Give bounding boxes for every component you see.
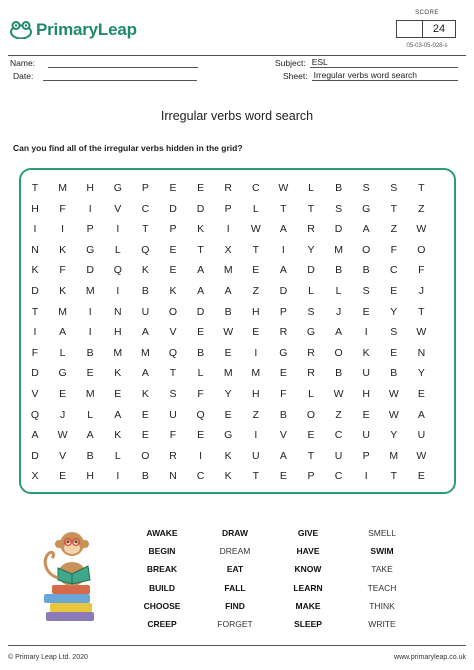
grid-letter[interactable]: I [88,305,92,318]
grid-letter[interactable]: D [196,202,205,215]
grid-letter[interactable]: E [141,429,149,442]
grid-letter[interactable]: N [169,470,177,483]
grid-letter[interactable]: E [197,326,205,339]
grid-letter[interactable]: X [31,470,39,483]
grid-letter[interactable]: D [334,223,343,236]
grid-letter[interactable]: B [335,367,343,380]
grid-letter[interactable]: S [169,388,177,400]
grid-letter[interactable]: T [142,223,149,236]
grid-letter[interactable]: A [279,264,287,277]
grid-letter[interactable]: E [279,367,287,380]
grid-letter[interactable]: A [362,223,370,236]
grid-letter[interactable]: T [280,202,287,215]
grid-letter[interactable]: E [417,470,425,483]
grid-letter[interactable]: D [196,305,205,318]
grid-letter[interactable]: Z [252,285,259,297]
grid-letter[interactable]: U [417,429,426,442]
grid-letter[interactable]: H [114,326,122,339]
grid-letter[interactable]: Q [196,408,205,421]
grid-letter[interactable]: L [252,202,259,215]
grid-letter[interactable]: E [59,388,67,400]
grid-letter[interactable]: Y [417,367,425,380]
grid-letter[interactable]: A [279,449,287,462]
grid-letter[interactable]: D [31,367,39,380]
grid-letter[interactable]: A [114,408,122,421]
grid-letter[interactable]: S [362,182,370,194]
score-label: SCORE [415,10,439,16]
copyright-text: © Primary Leap Ltd. 2020 [8,654,88,661]
grid-letter[interactable]: B [197,346,205,359]
grid-letter[interactable]: R [307,346,315,359]
grid-letter[interactable]: K [59,243,67,256]
grid-letter[interactable]: A [417,408,425,421]
name-field[interactable] [48,58,198,68]
grid-letter[interactable]: A [86,429,94,442]
grid-letter[interactable]: D [307,264,315,277]
grid-letter[interactable]: M [223,264,233,277]
grid-letter[interactable]: O [417,243,426,256]
grid-letter[interactable]: T [418,305,425,318]
word-list-item: FIND [225,600,245,611]
grid-letter[interactable]: Y [307,243,315,256]
grid-letter[interactable]: M [113,346,123,359]
monkey-reading-illustration [32,522,114,624]
word-list-item: AWAKE [146,528,178,538]
grid-letter[interactable]: O [168,305,178,318]
grid-letter[interactable]: V [169,326,177,339]
date-label: Date: [13,71,34,81]
score-value: 24 [422,20,456,38]
grid-letter[interactable]: D [31,285,39,297]
footer-divider [8,645,466,646]
grid-letter[interactable]: K [141,264,149,277]
grid-letter[interactable]: E [114,388,122,400]
grid-letter[interactable]: Q [141,243,150,256]
word-list-item: SLEEP [294,619,322,629]
grid-letter[interactable]: E [59,470,67,483]
grid-letter[interactable]: L [308,285,314,297]
word-list-item: MAKE [295,600,321,611]
grid-letter[interactable]: U [334,449,343,462]
grid-letter[interactable]: M [58,305,67,318]
grid-letter[interactable]: Q [30,408,40,421]
grid-letter[interactable]: T [390,202,397,215]
grid-letter[interactable]: V [59,449,67,462]
brand-logo [10,20,137,40]
grid-letter[interactable]: M [58,182,67,194]
grid-letter[interactable]: E [224,346,232,359]
grid-letter[interactable]: A [197,285,205,297]
name-label: Name: [10,58,36,68]
grid-letter[interactable]: B [335,182,343,194]
grid-letter[interactable]: W [416,449,427,462]
grid-letter[interactable]: O [141,449,150,462]
score-panel [394,10,460,49]
grid-letter[interactable]: A [224,285,232,297]
grid-letter[interactable]: K [197,223,205,236]
grid-letter[interactable]: K [169,285,177,297]
grid-letter[interactable]: O [334,346,343,359]
grid-letter[interactable]: T [31,182,39,194]
grid-letter[interactable]: N [114,305,122,318]
grid-letter[interactable]: H [86,182,94,194]
grid-letter[interactable]: S [390,326,398,339]
grid-letter[interactable]: Z [418,202,425,215]
grid-letter[interactable]: C [334,429,343,442]
grid-letter[interactable]: J [418,285,425,297]
grid-letter[interactable]: G [362,202,371,215]
grid-letter[interactable]: M [251,367,261,380]
grid-letter[interactable]: P [169,223,177,236]
word-list-item: DRAW [222,528,248,538]
grid-letter[interactable]: B [141,285,149,297]
grid-letter[interactable]: L [114,243,121,256]
grid-letter[interactable]: F [31,346,39,359]
grid-letter[interactable]: I [61,223,65,236]
grid-letter[interactable]: T [169,367,177,380]
sheet-label: Sheet: [283,71,308,81]
grid-letter[interactable]: I [88,202,92,215]
grid-letter[interactable]: I [88,326,92,339]
grid-letter[interactable]: C [196,470,205,483]
grid-letter[interactable]: U [252,449,260,462]
grid-letter[interactable]: Z [252,408,259,421]
word-list-item: TEACH [367,582,397,593]
grid-letter[interactable]: I [226,223,230,236]
grid-letter[interactable]: T [390,470,397,483]
grid-letter[interactable]: F [197,388,204,400]
word-list-item: BUILD [149,582,175,593]
grid-letter[interactable]: V [114,202,122,215]
worksheet-code: 05-03-05-028-s [406,43,448,49]
grid-letter[interactable]: D [86,264,94,277]
grid-letter[interactable]: H [86,470,94,483]
grid-letter[interactable]: E [252,264,260,277]
grid-letter[interactable]: G [58,367,67,380]
grid-letter[interactable]: K [141,388,149,400]
page-title: Irregular verbs word search [160,109,314,123]
grid-letter[interactable]: E [169,243,177,256]
grid-letter[interactable]: V [31,388,39,400]
grid-letter[interactable]: Y [390,305,398,318]
grid-letter[interactable]: L [308,182,314,194]
grid-letter[interactable]: T [31,305,39,318]
grid-letter[interactable]: I [364,470,368,483]
grid-letter[interactable]: W [250,223,261,236]
grid-letter[interactable]: H [31,202,39,215]
grid-letter[interactable]: E [362,408,370,421]
grid-letter[interactable]: I [364,326,368,339]
grid-letter[interactable]: R [224,182,232,194]
grid-letter[interactable]: N [417,346,426,359]
grid-letter[interactable]: F [169,429,177,442]
grid-letter[interactable]: Y [390,429,398,442]
grid-letter[interactable]: L [197,367,204,380]
grid-letter[interactable]: M [85,285,95,297]
subject-row [275,58,458,68]
word-list-item: CREEP [147,619,177,629]
grid-letter[interactable]: C [334,470,343,483]
grid-letter[interactable]: U [362,367,370,380]
grid-letter[interactable]: R [307,367,315,380]
date-row [13,71,197,81]
sheet-row [283,71,458,81]
grid-letter[interactable]: W [388,408,399,421]
grid-letter[interactable]: K [31,264,39,277]
grid-letter[interactable]: F [59,202,66,215]
grid-letter[interactable]: E [307,429,315,442]
grid-letter[interactable]: K [224,449,232,462]
grid-letter[interactable]: G [86,243,95,256]
grid-letter[interactable]: Q [113,264,122,277]
grid-letter[interactable]: M [223,367,233,380]
grid-letter[interactable]: D [31,449,39,462]
grid-letter[interactable]: L [87,408,94,421]
grid-letter[interactable]: V [279,429,287,442]
word-list-item: FORGET [217,619,253,629]
grid-letter[interactable]: I [254,429,258,442]
grid-letter[interactable]: H [362,388,370,400]
grid-letter[interactable]: F [59,264,66,277]
grid-letter[interactable]: W [416,326,427,339]
grid-letter[interactable]: K [59,285,67,297]
grid-letter[interactable]: T [307,202,315,215]
grid-letter[interactable]: K [114,367,122,380]
grid-letter[interactable]: E [224,408,232,421]
grid-letter[interactable]: I [116,470,120,483]
grid-letter[interactable]: N [31,243,39,256]
frog-logo-icon [10,21,32,39]
grid-letter[interactable]: E [390,285,398,297]
grid-letter[interactable]: E [169,264,177,277]
word-list-item: SMELL [368,528,396,538]
grid-letter[interactable]: R [279,326,288,339]
grid-letter[interactable]: A [335,326,343,339]
grid-letter[interactable]: M [141,346,150,359]
grid-letter[interactable]: W [223,326,234,339]
grid-letter[interactable]: B [141,470,149,483]
brand-name: PrimaryLeap [36,20,137,39]
header-divider [8,55,466,56]
grid-letter[interactable]: A [197,264,205,277]
grid-letter[interactable]: I [281,243,285,256]
name-row [10,58,198,68]
grid-letter[interactable]: A [279,223,287,236]
word-list-item: THINK [369,600,395,611]
grid-letter[interactable]: Z [335,408,342,421]
grid-letter[interactable]: C [141,202,150,215]
grid-letter[interactable]: R [307,223,315,236]
grid-letter[interactable]: U [169,408,177,421]
grid-letter[interactable]: L [308,388,314,400]
grid-letter[interactable]: E [169,182,177,194]
word-list-item: SWIM [370,546,394,557]
grid-letter[interactable]: T [252,470,259,483]
grid-letter[interactable]: P [362,449,370,462]
grid-letter[interactable]: Z [390,223,397,236]
word-list-item: TAKE [371,564,393,575]
grid-letter[interactable]: M [85,388,95,400]
grid-letter[interactable]: E [141,408,149,421]
grid-letter[interactable]: P [86,223,94,236]
grid-letter[interactable]: Y [224,388,232,400]
grid-letter[interactable]: L [335,285,342,297]
grid-letter[interactable]: K [362,346,370,359]
word-list-item: CHOOSE [143,600,181,611]
grid-letter[interactable]: L [59,346,66,359]
grid-letter[interactable]: G [113,182,122,194]
grid-letter[interactable]: W [388,388,399,400]
grid-letter[interactable]: B [86,346,94,359]
grid-letter[interactable]: M [334,243,343,256]
word-list-item: KNOW [294,564,322,575]
grid-letter[interactable]: I [116,285,120,297]
grid-letter[interactable]: H [252,388,260,400]
grid-letter[interactable]: A [31,429,39,442]
grid-letter[interactable]: E [279,470,287,483]
word-list-item: WRITE [368,619,396,629]
grid-letter[interactable]: E [417,388,425,400]
grid-letter[interactable]: S [390,182,398,194]
word-list-item: HAVE [296,546,320,557]
word-list-item: FALL [224,582,246,593]
grid-letter[interactable]: U [141,305,150,318]
grid-letter[interactable]: P [141,182,149,194]
grid-letter[interactable]: G [306,326,316,339]
instruction-text: Can you find all of the irregular verbs hidden in the grid? [13,143,243,153]
grid-letter[interactable]: T [418,182,425,194]
grid-letter[interactable]: P [224,202,232,215]
website-link[interactable]: www.primaryleap.co.uk [394,654,466,661]
grid-letter[interactable]: W [416,223,427,236]
grid-letter[interactable]: R [169,449,177,462]
word-list-item: BEGIN [148,546,176,557]
grid-letter[interactable]: S [335,202,343,215]
grid-letter[interactable]: P [279,305,287,318]
grid-letter[interactable]: E [197,182,205,194]
grid-letter[interactable]: T [307,449,315,462]
grid-letter[interactable]: E [86,367,94,380]
grid-letter[interactable]: O [306,408,316,421]
grid-letter[interactable]: Q [168,346,178,359]
grid-letter[interactable]: A [141,367,149,380]
grid-letter[interactable]: E [197,429,205,442]
subject-value: ESL [310,58,458,68]
word-list-item: EAT [226,564,244,575]
grid-letter[interactable]: D [279,285,288,297]
grid-letter[interactable]: J [59,408,66,421]
grid-letter[interactable]: B [279,408,287,421]
grid-letter[interactable]: D [169,202,177,215]
date-field[interactable] [43,71,197,81]
grid-letter[interactable]: B [335,264,343,277]
grid-letter[interactable]: E [362,305,370,318]
grid-letter[interactable]: G [224,429,233,442]
grid-letter[interactable]: J [335,305,342,318]
grid-letter[interactable]: T [252,243,259,256]
grid-letter[interactable]: W [333,388,344,400]
score-empty-cell [396,20,422,38]
sheet-value: Irregular verbs word search [312,71,458,81]
grid-letter[interactable]: C [252,182,260,194]
grid-letter[interactable]: F [390,243,397,256]
grid-letter[interactable]: I [199,449,203,462]
grid-letter[interactable]: S [362,285,370,297]
grid-letter[interactable]: G [279,346,288,359]
grid-letter[interactable]: P [307,470,315,483]
grid-letter[interactable]: I [254,346,258,359]
grid-letter[interactable]: B [362,264,370,277]
grid-letter[interactable]: H [252,305,260,318]
grid-letter[interactable]: S [307,305,315,318]
score-box [396,20,456,38]
grid-letter[interactable]: F [280,388,287,400]
grid-letter[interactable]: I [33,326,37,339]
grid-letter[interactable]: W [278,182,289,194]
grid-letter[interactable]: X [224,243,232,256]
word-list-item: LEARN [293,582,323,593]
subject-label: Subject: [275,58,306,68]
word-list-item: GIVE [297,528,319,538]
grid-letter[interactable]: B [390,367,398,380]
grid-letter[interactable]: O [362,243,371,256]
grid-letter[interactable]: E [390,346,398,359]
grid-letter[interactable]: E [252,326,260,339]
grid-letter[interactable]: L [114,449,121,462]
grid-letter[interactable]: I [116,223,120,236]
grid-letter[interactable]: B [86,449,94,462]
grid-letter[interactable]: M [389,449,399,462]
grid-letter[interactable]: C [390,264,398,277]
grid-letter[interactable]: I [33,223,37,236]
grid-letter[interactable]: B [224,305,232,318]
grid-letter[interactable]: U [362,429,370,442]
word-list-item: DREAM [219,546,251,557]
grid-letter[interactable]: K [114,429,122,442]
word-list-item: BREAK [146,564,178,575]
grid-letter[interactable]: K [224,470,232,483]
grid-letter[interactable]: T [197,243,204,256]
grid-letter[interactable]: A [141,326,149,339]
grid-letter[interactable]: F [418,264,425,277]
grid-letter[interactable]: A [59,326,67,339]
grid-letter[interactable]: W [57,429,68,442]
